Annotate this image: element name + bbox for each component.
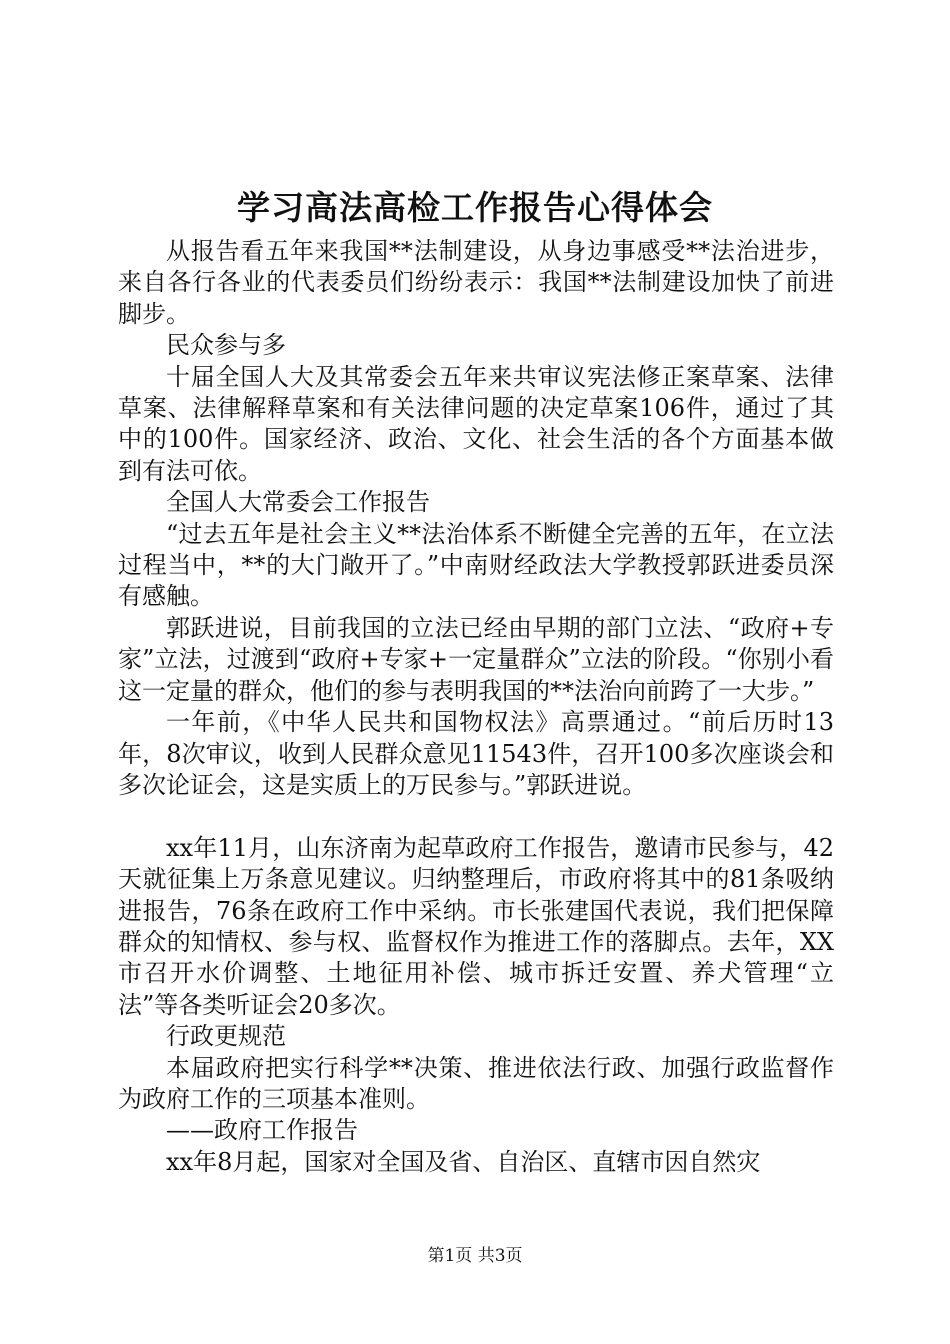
source-npc-report: 全国人大常委会工作报告 (166, 488, 430, 517)
source-government-report: ——政府工作报告 (166, 1116, 358, 1145)
paragraph-intro: 从报告看五年来我国**法制建设，从身边事感受**法治进步，来自各行各业的代表委员们纷纷表示：我国**法制建设加快了前进脚步。 (118, 237, 834, 328)
document-title: 学习高法高检工作报告心得体会 (237, 188, 713, 227)
section-heading-public-participation: 民众参与多 (166, 331, 286, 360)
paragraph-property-law: 一年前，《中华人民共和国物权法》高票通过。“前后历时13年，8次审议，收到人民群众意见11543件，召开100多次座谈会和多次论证会，这是实质上的万民参与。”郭跃进说。 (118, 708, 834, 799)
paragraph-legislation-stages: 郭跃进说，目前我国的立法已经由早期的部门立法、“政府+专家”立法，过渡到“政府+专家+一定量群众”立法的阶段。“你别小看这一定量的群众，他们的参与表明我国的**法治向前跨了一大步。” (118, 613, 834, 705)
section-heading-administration: 行政更规范 (166, 1022, 286, 1051)
page-number: 第1页 共3页 (427, 1246, 523, 1266)
paragraph-npc-review: 十届全国人大及其常委会五年来共审议宪法修正案草案、法律草案、法律解释草案和有关法律问题的决定草案106件，通过了其中的100件。国家经济、政治、文化、社会生活的各个方面基本做到有法可依。 (118, 362, 834, 485)
paragraph-jinan: xx年11月，山东济南为起草政府工作报告，邀请市民参与，42天就征集上万条意见建议。归纳整理后，市政府将其中的81条吸纳进报告，76条在政府工作中采纳。市长张建国代表说，我们把保障群众的知情权、参与权、监督权作为推进工作的落脚点。去年，XX市召开水价调整、土地征用补偿、城市拆迁安置、养犬管理“立法”等各类听证会20多次。 (118, 833, 834, 1019)
blank-line (118, 801, 834, 832)
document-body (118, 236, 834, 1178)
paragraph-disaster: xx年8月起，国家对全国及省、自治区、直辖市因自然灾 (166, 1147, 761, 1176)
paragraph-government-principles: 本届政府把实行科学**决策、推进依法行政、加强行政监督作为政府工作的三项基本准则。 (118, 1053, 834, 1113)
paragraph-quote-guo: “过去五年是社会主义**法治体系不断健全完善的五年，在立法过程当中，**的大门敞开了。”中南财经政法大学教授郭跃进委员深有感触。 (118, 519, 834, 611)
